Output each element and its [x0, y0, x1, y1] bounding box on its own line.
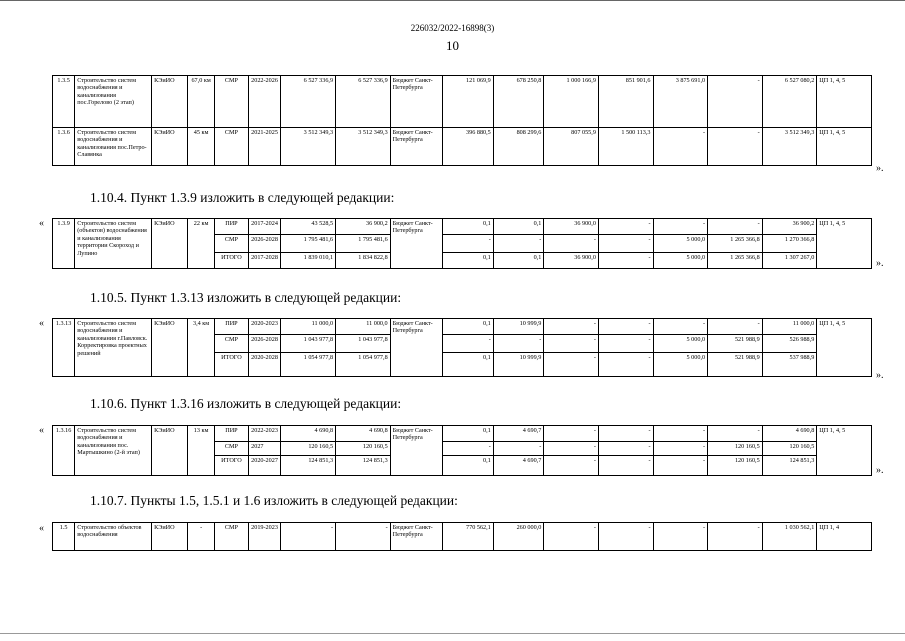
table-cell: КЭиИО: [152, 219, 188, 269]
quote-close: ».: [876, 370, 884, 381]
table-cell: КЭиИО: [152, 319, 188, 377]
quote-close: ».: [876, 258, 884, 269]
table-cell: ЦП 1, 4, 5: [817, 128, 872, 166]
table-cell: 807 055,9: [544, 128, 599, 166]
table-cell: 1 834 822,8: [336, 253, 391, 269]
table-cell: ЦП 1, 4, 5: [817, 426, 872, 476]
heading-1-10-5: 1.10.5. Пункт 1.3.13 изложить в следующей редакции:: [90, 290, 402, 305]
table-cell: 4 690,8: [762, 426, 817, 442]
table-row: [53, 219, 872, 235]
table-cell: Бюджет Санкт-Петербурга: [390, 319, 443, 377]
table-cell: 2021-2025: [249, 128, 281, 166]
table-cell: 120 160,5: [336, 442, 391, 456]
table-cell: 1 265 366,8: [708, 253, 763, 269]
table-item-1-3-9: [52, 218, 872, 269]
table-cell: 1.3.6: [53, 128, 75, 166]
table-cell: 11 000,0: [281, 319, 336, 335]
table-cell: 1.3.9: [53, 219, 75, 269]
table-cell: -: [708, 219, 763, 235]
table-cell: 5 000,0: [653, 253, 708, 269]
table-cell: -: [443, 335, 494, 353]
table-cell: Бюджет Санкт-Петербурга: [390, 523, 443, 551]
table-cell: СМР: [214, 442, 248, 456]
table-item-1-3-16: [52, 425, 872, 476]
table-cell: 120 160,5: [708, 442, 763, 456]
table-cell: -: [544, 523, 599, 551]
table-cell: ПИР: [214, 219, 248, 235]
table-cell: 678 250,8: [493, 76, 544, 128]
table-cell: -: [708, 426, 763, 442]
table-cell: -: [544, 335, 599, 353]
table-cell: 3,4 км: [188, 319, 214, 377]
table-cell: КЭиИО: [152, 426, 188, 476]
table-cell: -: [653, 523, 708, 551]
table-cell: 36 900,2: [336, 219, 391, 235]
table-cell: 1 839 010,1: [281, 253, 336, 269]
heading-1-10-6: 1.10.6. Пункт 1.3.16 изложить в следующей редакции:: [90, 396, 402, 411]
table-cell: 124 851,3: [281, 456, 336, 476]
table-cell: 5 000,0: [653, 335, 708, 353]
table-cell: -: [708, 523, 763, 551]
table-cell: -: [708, 128, 763, 166]
table-cell: 808 299,6: [493, 128, 544, 166]
table-cell: ИТОГО: [214, 353, 248, 377]
table-cell: 2026-2028: [249, 335, 281, 353]
table-cell: 43 528,5: [281, 219, 336, 235]
quote-close: ».: [876, 465, 884, 476]
table-cell: 45 км: [188, 128, 214, 166]
table-cell: 260 000,0: [493, 523, 544, 551]
table-cell: 2020-2027: [249, 456, 281, 476]
table-cell: 4 690,8: [281, 426, 336, 442]
table-cell: 124 851,3: [336, 456, 391, 476]
table-cell: 3 875 691,0: [653, 76, 708, 128]
table-cell: -: [493, 335, 544, 353]
table-cell: Бюджет Санкт-Петербурга: [390, 128, 443, 166]
table-cell: ПИР: [214, 319, 248, 335]
table-cell: -: [653, 219, 708, 235]
page-number: 10: [446, 38, 459, 53]
table-cell: ЦП 1, 4, 5: [817, 76, 872, 128]
table-cell: 3 512 349,3: [281, 128, 336, 166]
table-cell: -: [653, 442, 708, 456]
table-cell: 1 043 977,8: [336, 335, 391, 353]
table-row: [53, 426, 872, 442]
quote-open: «: [39, 425, 44, 436]
table-cell: ИТОГО: [214, 456, 248, 476]
table-cell: -: [598, 235, 653, 253]
heading-1-10-4: 1.10.4. Пункт 1.3.9 изложить в следующей редакции:: [90, 190, 395, 205]
table-cell: 2017-2024: [249, 219, 281, 235]
table-cell: 2027: [249, 442, 281, 456]
table-cell: ЦП 1, 4, 5: [817, 319, 872, 377]
table-cell: 124 851,3: [762, 456, 817, 476]
table-cell: -: [443, 235, 494, 253]
table-cell: 120 160,5: [762, 442, 817, 456]
table-cell: 1 054 977,8: [281, 353, 336, 377]
table-cell: 1.3.13: [53, 319, 75, 377]
table-cell: ИТОГО: [214, 253, 248, 269]
table-cell: 1 265 366,8: [708, 235, 763, 253]
table-cell: 396 880,5: [443, 128, 494, 166]
table-cell: 10 999,9: [493, 353, 544, 377]
table-cell: 4 690,7: [493, 456, 544, 476]
table-cell: 67,0 км: [188, 76, 214, 128]
table-cell: 1.3.16: [53, 426, 75, 476]
table-cell: -: [544, 442, 599, 456]
table-cell: КЭиИО: [152, 128, 188, 166]
table-cell: 2022-2023: [249, 426, 281, 442]
table-cell: СМР: [214, 235, 248, 253]
table-item-1-5: [52, 522, 872, 551]
table-cell: -: [708, 76, 763, 128]
table-cell: -: [653, 456, 708, 476]
table-cell: 2022-2026: [249, 76, 281, 128]
table-cell: 120 160,5: [708, 456, 763, 476]
table-cell: 2019-2023: [249, 523, 281, 551]
table-cell: 5 000,0: [653, 353, 708, 377]
table-cell: -: [544, 456, 599, 476]
table-cell: 0,1: [493, 253, 544, 269]
table-cell: 1 030 562,1: [762, 523, 817, 551]
table-cell: 521 988,9: [708, 335, 763, 353]
table-cell: 121 069,9: [443, 76, 494, 128]
table-item-1-3-13: [52, 318, 872, 377]
table-cell: -: [336, 523, 391, 551]
table-cell: ПИР: [214, 426, 248, 442]
table-cell: 4 690,7: [493, 426, 544, 442]
table-cell: -: [708, 319, 763, 335]
table-cell: 0,1: [443, 426, 494, 442]
table-cell: -: [493, 235, 544, 253]
table-cell: 0,1: [443, 353, 494, 377]
table-cell: 770 562,1: [443, 523, 494, 551]
table-cell: 1 795 481,6: [281, 235, 336, 253]
table-row: [53, 76, 872, 128]
table-cell: 11 000,0: [336, 319, 391, 335]
table-cell: КЭиИО: [152, 523, 188, 551]
table-cell: Бюджет Санкт-Петербурга: [390, 426, 443, 476]
table-cell: 0,1: [443, 253, 494, 269]
table-cell: ЦП 1, 4, 5: [817, 219, 872, 269]
table-cell: Строительство систем водоснабжения и канализования пос.Горелово (2 этап): [75, 76, 152, 128]
table-cell: -: [598, 426, 653, 442]
table-cell: -: [598, 335, 653, 353]
table-cell: 537 988,9: [762, 353, 817, 377]
table-cell: -: [281, 523, 336, 551]
table-cell: 6 527 336,9: [336, 76, 391, 128]
table-cell: СМР: [214, 523, 248, 551]
table-cell: СМР: [214, 76, 248, 128]
table-cell: 1 307 267,0: [762, 253, 817, 269]
table-cell: -: [544, 235, 599, 253]
table-cell: 22 км: [188, 219, 214, 269]
quote-open: «: [39, 318, 44, 329]
table-cell: СМР: [214, 128, 248, 166]
quote-open: «: [39, 218, 44, 229]
table-cell: 4 690,8: [336, 426, 391, 442]
heading-1-10-7: 1.10.7. Пункты 1.5, 1.5.1 и 1.6 изложить в следующей редакции:: [90, 493, 458, 508]
table-cell: Строительство систем водоснабжения и канализования пос. Мартышкино (2-й этап): [75, 426, 152, 476]
table-cell: 0,1: [443, 319, 494, 335]
table-cell: -: [598, 456, 653, 476]
table-cell: 0,1: [493, 219, 544, 235]
table-cell: КЭиИО: [152, 76, 188, 128]
table-cell: СМР: [214, 335, 248, 353]
document-number: 226032/2022-16898(3): [410, 23, 495, 33]
table-cell: -: [544, 426, 599, 442]
table-cell: 10 999,9: [493, 319, 544, 335]
table-cell: 2017-2028: [249, 253, 281, 269]
quote-open: «: [39, 523, 44, 534]
table-items-1-3-5-1-3-6: [52, 75, 872, 166]
table-cell: -: [598, 442, 653, 456]
table-cell: -: [598, 353, 653, 377]
table-cell: 3 512 349,3: [762, 128, 817, 166]
table-cell: 36 900,2: [762, 219, 817, 235]
table-cell: 0,1: [443, 456, 494, 476]
table-cell: 1 795 481,6: [336, 235, 391, 253]
table-cell: -: [598, 253, 653, 269]
table-cell: -: [653, 426, 708, 442]
table-cell: -: [598, 219, 653, 235]
table-cell: 1 054 977,8: [336, 353, 391, 377]
table-cell: 11 000,0: [762, 319, 817, 335]
table-cell: -: [188, 523, 214, 551]
table-cell: -: [598, 523, 653, 551]
table-cell: -: [544, 353, 599, 377]
table-cell: 526 988,9: [762, 335, 817, 353]
table-cell: Бюджет Санкт-Петербурга: [390, 76, 443, 128]
table-cell: 2026-2028: [249, 235, 281, 253]
table-cell: 1 043 977,8: [281, 335, 336, 353]
table-cell: 13 км: [188, 426, 214, 476]
table-cell: Бюджет Санкт-Петербурга: [390, 219, 443, 269]
table-cell: 851 901,6: [598, 76, 653, 128]
table-cell: 2020-2023: [249, 319, 281, 335]
table-row: [53, 523, 872, 551]
table-cell: -: [493, 442, 544, 456]
table-row: [53, 128, 872, 166]
table-cell: 6 527 080,2: [762, 76, 817, 128]
table-cell: 36 900,0: [544, 219, 599, 235]
page-top-edge: [0, 0, 905, 4]
table-cell: 1.5: [53, 523, 75, 551]
table-cell: 36 900,0: [544, 253, 599, 269]
table-cell: -: [598, 319, 653, 335]
table-cell: Строительство систем (объектов) водоснабжения и канализования территории Скороход и Лупино: [75, 219, 152, 269]
table-cell: Строительство объектов водоснабжения: [75, 523, 152, 551]
table-row: [53, 319, 872, 335]
table-cell: 521 988,9: [708, 353, 763, 377]
table-cell: ЦП 1, 4: [817, 523, 872, 551]
quote-close: ».: [876, 163, 884, 174]
table-cell: 3 512 349,3: [336, 128, 391, 166]
table-cell: 1 270 366,8: [762, 235, 817, 253]
table-cell: 6 527 336,9: [281, 76, 336, 128]
table-cell: 120 160,5: [281, 442, 336, 456]
table-cell: 1 000 166,9: [544, 76, 599, 128]
table-cell: -: [544, 319, 599, 335]
table-cell: 2020-2028: [249, 353, 281, 377]
table-cell: -: [653, 319, 708, 335]
table-cell: 0,1: [443, 219, 494, 235]
table-cell: -: [653, 128, 708, 166]
table-cell: 5 000,0: [653, 235, 708, 253]
table-cell: -: [443, 442, 494, 456]
table-cell: 1.3.5: [53, 76, 75, 128]
table-cell: Строительство систем водоснабжения и канализования г.Павловск. Корректировка проектных решений: [75, 319, 152, 377]
table-cell: 1 500 113,3: [598, 128, 653, 166]
table-cell: Строительство систем водоснабжения и канализования пос.Петро-Славянка: [75, 128, 152, 166]
